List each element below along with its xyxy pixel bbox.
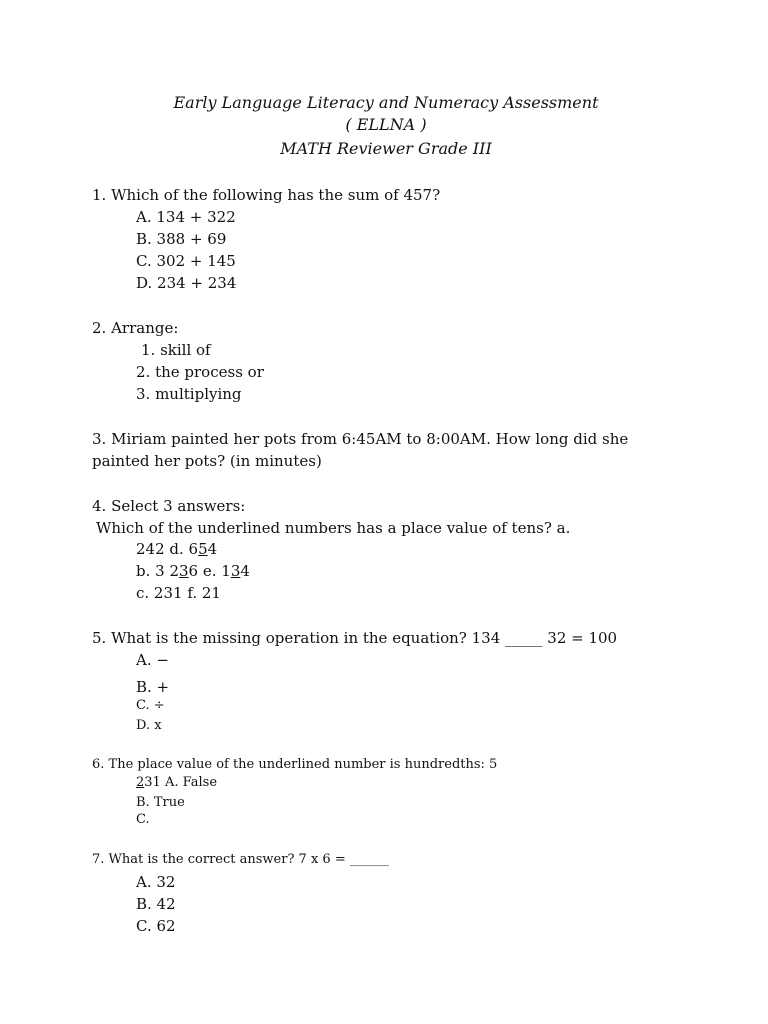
q5-option-b: B. + (136, 678, 170, 696)
q1-option-b: B. 388 + 69 (136, 230, 227, 248)
q7-option-b: B. 42 (136, 895, 176, 913)
question-2: 2. Arrange: (92, 319, 179, 337)
q6-line-2 (136, 774, 217, 792)
question-4-line-2: Which of the underlined numbers has a place value of tens? a. (96, 519, 571, 537)
q1-option-a: A. 134 + 322 (136, 208, 236, 226)
question-7: 7. What is the correct answer? 7 x 6 = ______ (92, 852, 389, 867)
q2-item-1: 1. skill of (141, 341, 211, 359)
q2-item-3: 3. multiplying (136, 385, 242, 403)
q1-option-d: D. 234 + 234 (136, 274, 237, 292)
q7-option-c: C. 62 (136, 917, 176, 935)
question-5: 5. What is the missing operation in the equation? 134 _____ 32 = 100 (92, 629, 618, 647)
q2-item-2: 2. the process or (136, 363, 264, 381)
q4-row-1-text-end: 4 (207, 540, 218, 558)
q4-row-1 (136, 539, 217, 559)
question-4-line-1: 4. Select 3 answers: (92, 497, 246, 515)
underlined-digit: 3 (230, 562, 241, 580)
q7-option-a: A. 32 (136, 873, 176, 891)
q4-row-1-text: 242 d. 6 (136, 540, 199, 558)
underlined-digit: 5 (198, 540, 208, 558)
q4-row-2-text-mid: 6 e. 1 (188, 562, 231, 580)
document-title: Early Language Literacy and Numeracy Assessment (173, 93, 599, 112)
question-6: 6. The place value of the underlined number is hundredths: 5 (92, 757, 498, 772)
underlined-digit: 3 (179, 562, 189, 580)
document-subtitle: ( ELLNA ) (345, 115, 427, 134)
q4-row-2 (136, 561, 250, 581)
q6-option-b: B. True (136, 795, 185, 810)
q5-option-a: A. − (136, 651, 169, 669)
q5-option-d: D. x (136, 718, 162, 733)
q1-option-c: C. 302 + 145 (136, 252, 236, 270)
q4-row-2-text: b. 3 2 (136, 562, 179, 580)
question-3-line-1: 3. Miriam painted her pots from 6:45AM to 8:00AM. How long did she (92, 430, 629, 448)
q4-row-3: c. 231 f. 21 (136, 584, 221, 602)
q5-option-c: C. ÷ (136, 698, 165, 713)
document-grade-title: MATH Reviewer Grade III (280, 139, 492, 158)
underlined-digit: 2 (136, 775, 145, 790)
q4-row-2-text-end: 4 (240, 562, 250, 580)
question-1: 1. Which of the following has the sum of 457? (92, 186, 441, 204)
q6-option-a: 31 A. False (144, 775, 218, 790)
question-3-line-2: painted her pots? (in minutes) (92, 452, 322, 470)
q6-option-c: C. (136, 812, 150, 827)
